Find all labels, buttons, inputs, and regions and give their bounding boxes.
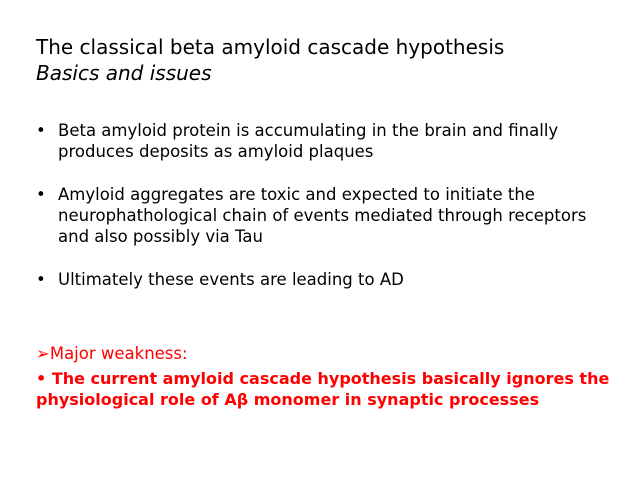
bullet-item <box>36 120 616 162</box>
bullet-marker: • <box>36 270 46 289</box>
weakness-bullet-marker: • <box>36 369 47 388</box>
bullet-text: Beta amyloid protein is accumulating in the brain and finally produces deposits as amyloid plaques <box>58 121 559 161</box>
title-text: The classical beta amyloid cascade hypothesis <box>36 35 505 59</box>
bullet-marker: • <box>36 185 46 204</box>
bullet-item <box>36 184 616 247</box>
weakness-statement <box>36 368 626 410</box>
bullet-text: Ultimately these events are leading to AD <box>58 270 404 289</box>
weakness-heading-line <box>36 343 626 364</box>
arrow-icon: ➢ <box>36 344 50 363</box>
bullet-text: Amyloid aggregates are toxic and expected to initiate the neurophathological chain of events mediated through receptors and also possibly via Tau <box>58 185 587 246</box>
bullet-list <box>36 120 616 312</box>
weakness-text: The current amyloid cascade hypothesis basically ignores the physiological role of Aβ monomer in synaptic processes <box>36 369 610 409</box>
slide-title <box>36 34 504 86</box>
weakness-heading: Major weakness: <box>49 344 188 363</box>
weakness-section <box>36 343 626 410</box>
bullet-marker: • <box>36 121 46 140</box>
bullet-item <box>36 269 616 290</box>
slide-subtitle: Basics and issues <box>36 61 212 85</box>
